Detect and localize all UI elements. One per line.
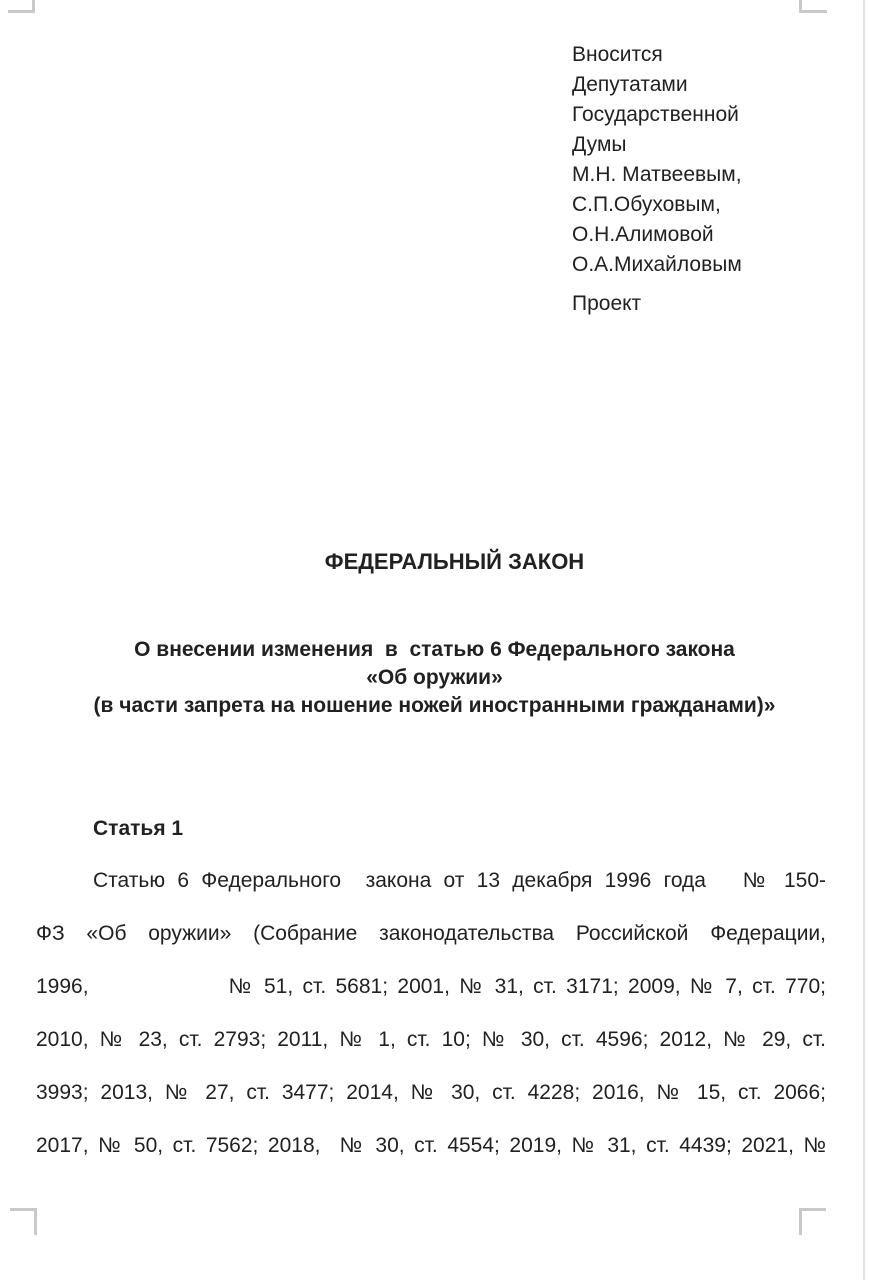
- law-subject: [10, 636, 859, 720]
- paragraph-line: 3993; 2013, № 27, ст. 3477; 2014, № 30, ст. 4228; 2016, № 15, ст. 2066;: [36, 1081, 826, 1104]
- paragraph-line: Статью 6 Федерального закона от 13 декабря 1996 года № 150-: [93, 869, 826, 892]
- submission-line: О.Н.Алимовой: [572, 223, 714, 246]
- page-edge-shadow: [863, 0, 865, 1280]
- submission-line: Вносится: [572, 43, 663, 66]
- draft-label: Проект: [572, 292, 642, 315]
- submission-line: М.Н. Матвеевым,: [572, 163, 742, 186]
- submission-line: О.А.Михайловым: [572, 253, 742, 276]
- law-subject-line: «Об оружии»: [366, 666, 503, 689]
- submission-line: С.П.Обуховым,: [572, 193, 721, 216]
- corner-mark-bottom-left: [10, 1208, 37, 1235]
- submission-block: [572, 40, 857, 319]
- paragraph-line: ФЗ «Об оружии» (Собрание законодательства Российской Федерации,: [36, 922, 826, 945]
- paragraph-line: 2010, № 23, ст. 2793; 2011, № 1, ст. 10; № 30, ст. 4596; 2012, № 29, ст.: [36, 1028, 826, 1051]
- corner-mark-bottom-right: [799, 1208, 826, 1235]
- submission-line: Думы: [572, 133, 627, 156]
- corner-mark-top-left: [8, 0, 35, 13]
- article-1-paragraph: [36, 854, 826, 1172]
- corner-mark-top-right: [799, 0, 827, 13]
- law-subject-line: О внесении изменения в статью 6 Федерального закона: [134, 638, 735, 661]
- law-title: ФЕДЕРАЛЬНЫЙ ЗАКОН: [324, 549, 585, 574]
- paragraph-line: 2017, № 50, ст. 7562; 2018, № 30, ст. 4554; 2019, № 31, ст. 4439; 2021, №: [36, 1134, 826, 1157]
- law-subject-line: (в части запрета на ношение ножей иностранными гражданами)»: [93, 694, 776, 717]
- submission-line: Государственной: [572, 103, 739, 126]
- paragraph-line: 1996, № 51, ст. 5681; 2001, № 31, ст. 3171; 2009, № 7, ст. 770;: [36, 975, 826, 998]
- article-1-heading: Статья 1: [93, 817, 184, 840]
- submission-line: Депутатами: [572, 73, 688, 96]
